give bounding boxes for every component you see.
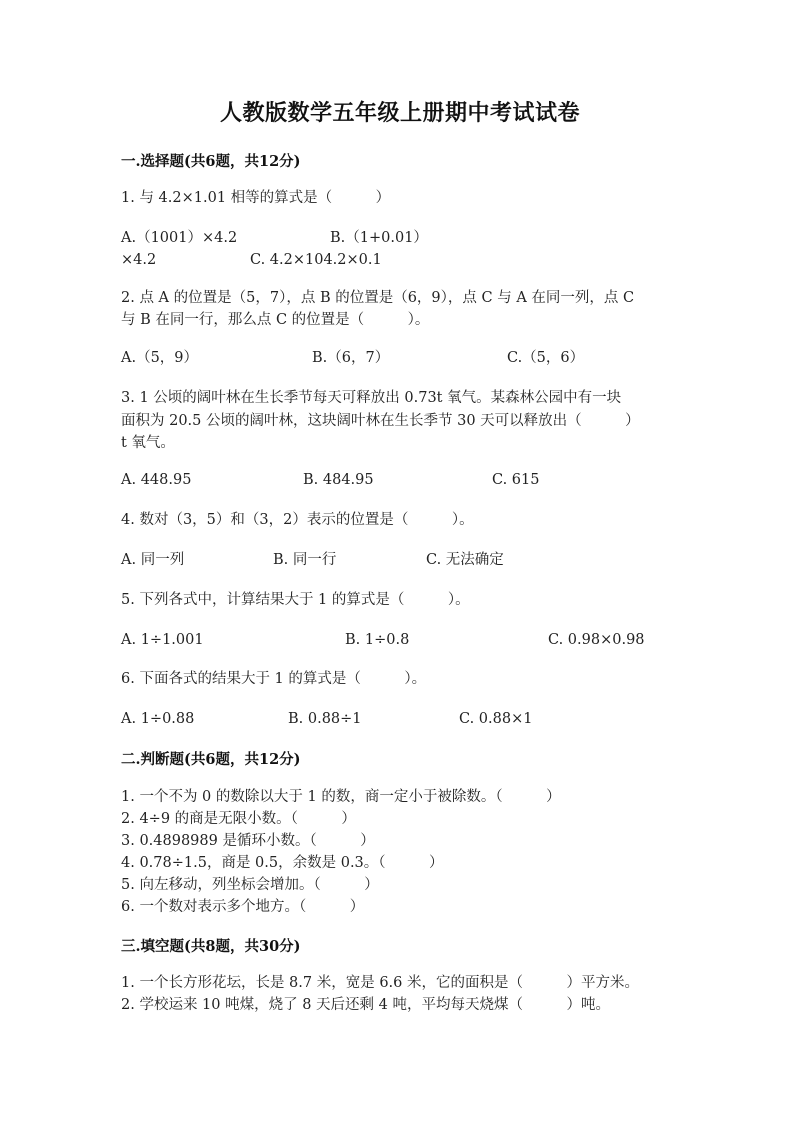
fill-item: 1. 一个长方形花坛，长是 8.7 米，宽是 6.6 米，它的面积是（ ）平方米。 — [121, 975, 639, 991]
question-5-stem: 5. 下列各式中，计算结果大于 1 的算式是（ ）。 — [121, 592, 470, 608]
question-1-stem: 1. 与 4.2×1.01 相等的算式是（ ） — [121, 190, 391, 206]
question-2-option-a: A.（5，9） — [121, 350, 199, 366]
judge-item: 4. 0.78÷1.5，商是 0.5，余数是 0.3。（ ） — [121, 855, 444, 871]
judge-item: 2. 4÷9 的商是无限小数。（ ） — [121, 811, 356, 827]
question-2-stem-line-1: 2. 点 A 的位置是（5，7），点 B 的位置是（6，9），点 C 与 A 在同一列，点 C — [121, 290, 635, 306]
section-heading-fill: 三.填空题(共8题，共30分) — [121, 938, 301, 955]
question-5-option-a: A. 1÷1.001 — [121, 632, 204, 648]
question-4-option-c: C. 无法确定 — [426, 552, 504, 568]
section-heading-judge: 二.判断题(共6题，共12分) — [121, 751, 301, 768]
judge-item: 5. 向左移动，列坐标会增加。（ ） — [121, 877, 379, 893]
question-4-option-a: A. 同一列 — [121, 552, 185, 568]
question-3-option-c: C. 615 — [492, 472, 540, 488]
question-6-option-a: A. 1÷0.88 — [121, 711, 195, 727]
question-1-option-b-continued: ×4.2 — [121, 252, 157, 268]
judge-item: 1. 一个不为 0 的数除以大于 1 的数，商一定小于被除数。（ ） — [121, 789, 561, 805]
fill-item: 2. 学校运来 10 吨煤，烧了 8 天后还剩 4 吨，平均每天烧煤（ ）吨。 — [121, 997, 610, 1013]
question-1-option-b: B.（1+0.01） — [330, 230, 428, 246]
question-2-stem-line-2: 与 B 在同一行，那么点 C 的位置是（ ）。 — [121, 312, 430, 328]
judge-item: 6. 一个数对表示多个地方。（ ） — [121, 899, 365, 915]
question-1-option-c: C. 4.2×104.2×0.1 — [250, 252, 382, 268]
judge-item: 3. 0.4898989 是循环小数。（ ） — [121, 833, 375, 849]
question-2-option-b: B.（6，7） — [312, 350, 390, 366]
section-heading-choice: 一.选择题(共6题，共12分) — [121, 153, 301, 170]
question-6-option-c: C. 0.88×1 — [459, 711, 533, 727]
question-3-stem-line-1: 3. 1 公顷的阔叶林在生长季节每天可释放出 0.73t 氧气。某森林公园中有一块 — [121, 390, 622, 406]
question-2-option-c: C.（5，6） — [507, 350, 585, 366]
question-3-stem-line-3: t 氧气。 — [121, 435, 175, 451]
question-4-option-b: B. 同一行 — [273, 552, 337, 568]
question-3-option-b: B. 484.95 — [303, 472, 374, 488]
question-3-option-a: A. 448.95 — [121, 472, 192, 488]
question-5-option-b: B. 1÷0.8 — [345, 632, 410, 648]
question-3-stem-line-2: 面积为 20.5 公顷的阔叶林，这块阔叶林在生长季节 30 天可以释放出（ ） — [121, 413, 640, 429]
question-1-option-a: A.（1001）×4.2 — [121, 230, 238, 246]
question-6-stem: 6. 下面各式的结果大于 1 的算式是（ ）。 — [121, 671, 427, 687]
question-6-option-b: B. 0.88÷1 — [288, 711, 362, 727]
page-title: 人教版数学五年级上册期中考试试卷 — [219, 100, 580, 126]
question-4-stem: 4. 数对（3，5）和（3，2）表示的位置是（ ）。 — [121, 512, 474, 528]
question-5-option-c: C. 0.98×0.98 — [548, 632, 645, 648]
